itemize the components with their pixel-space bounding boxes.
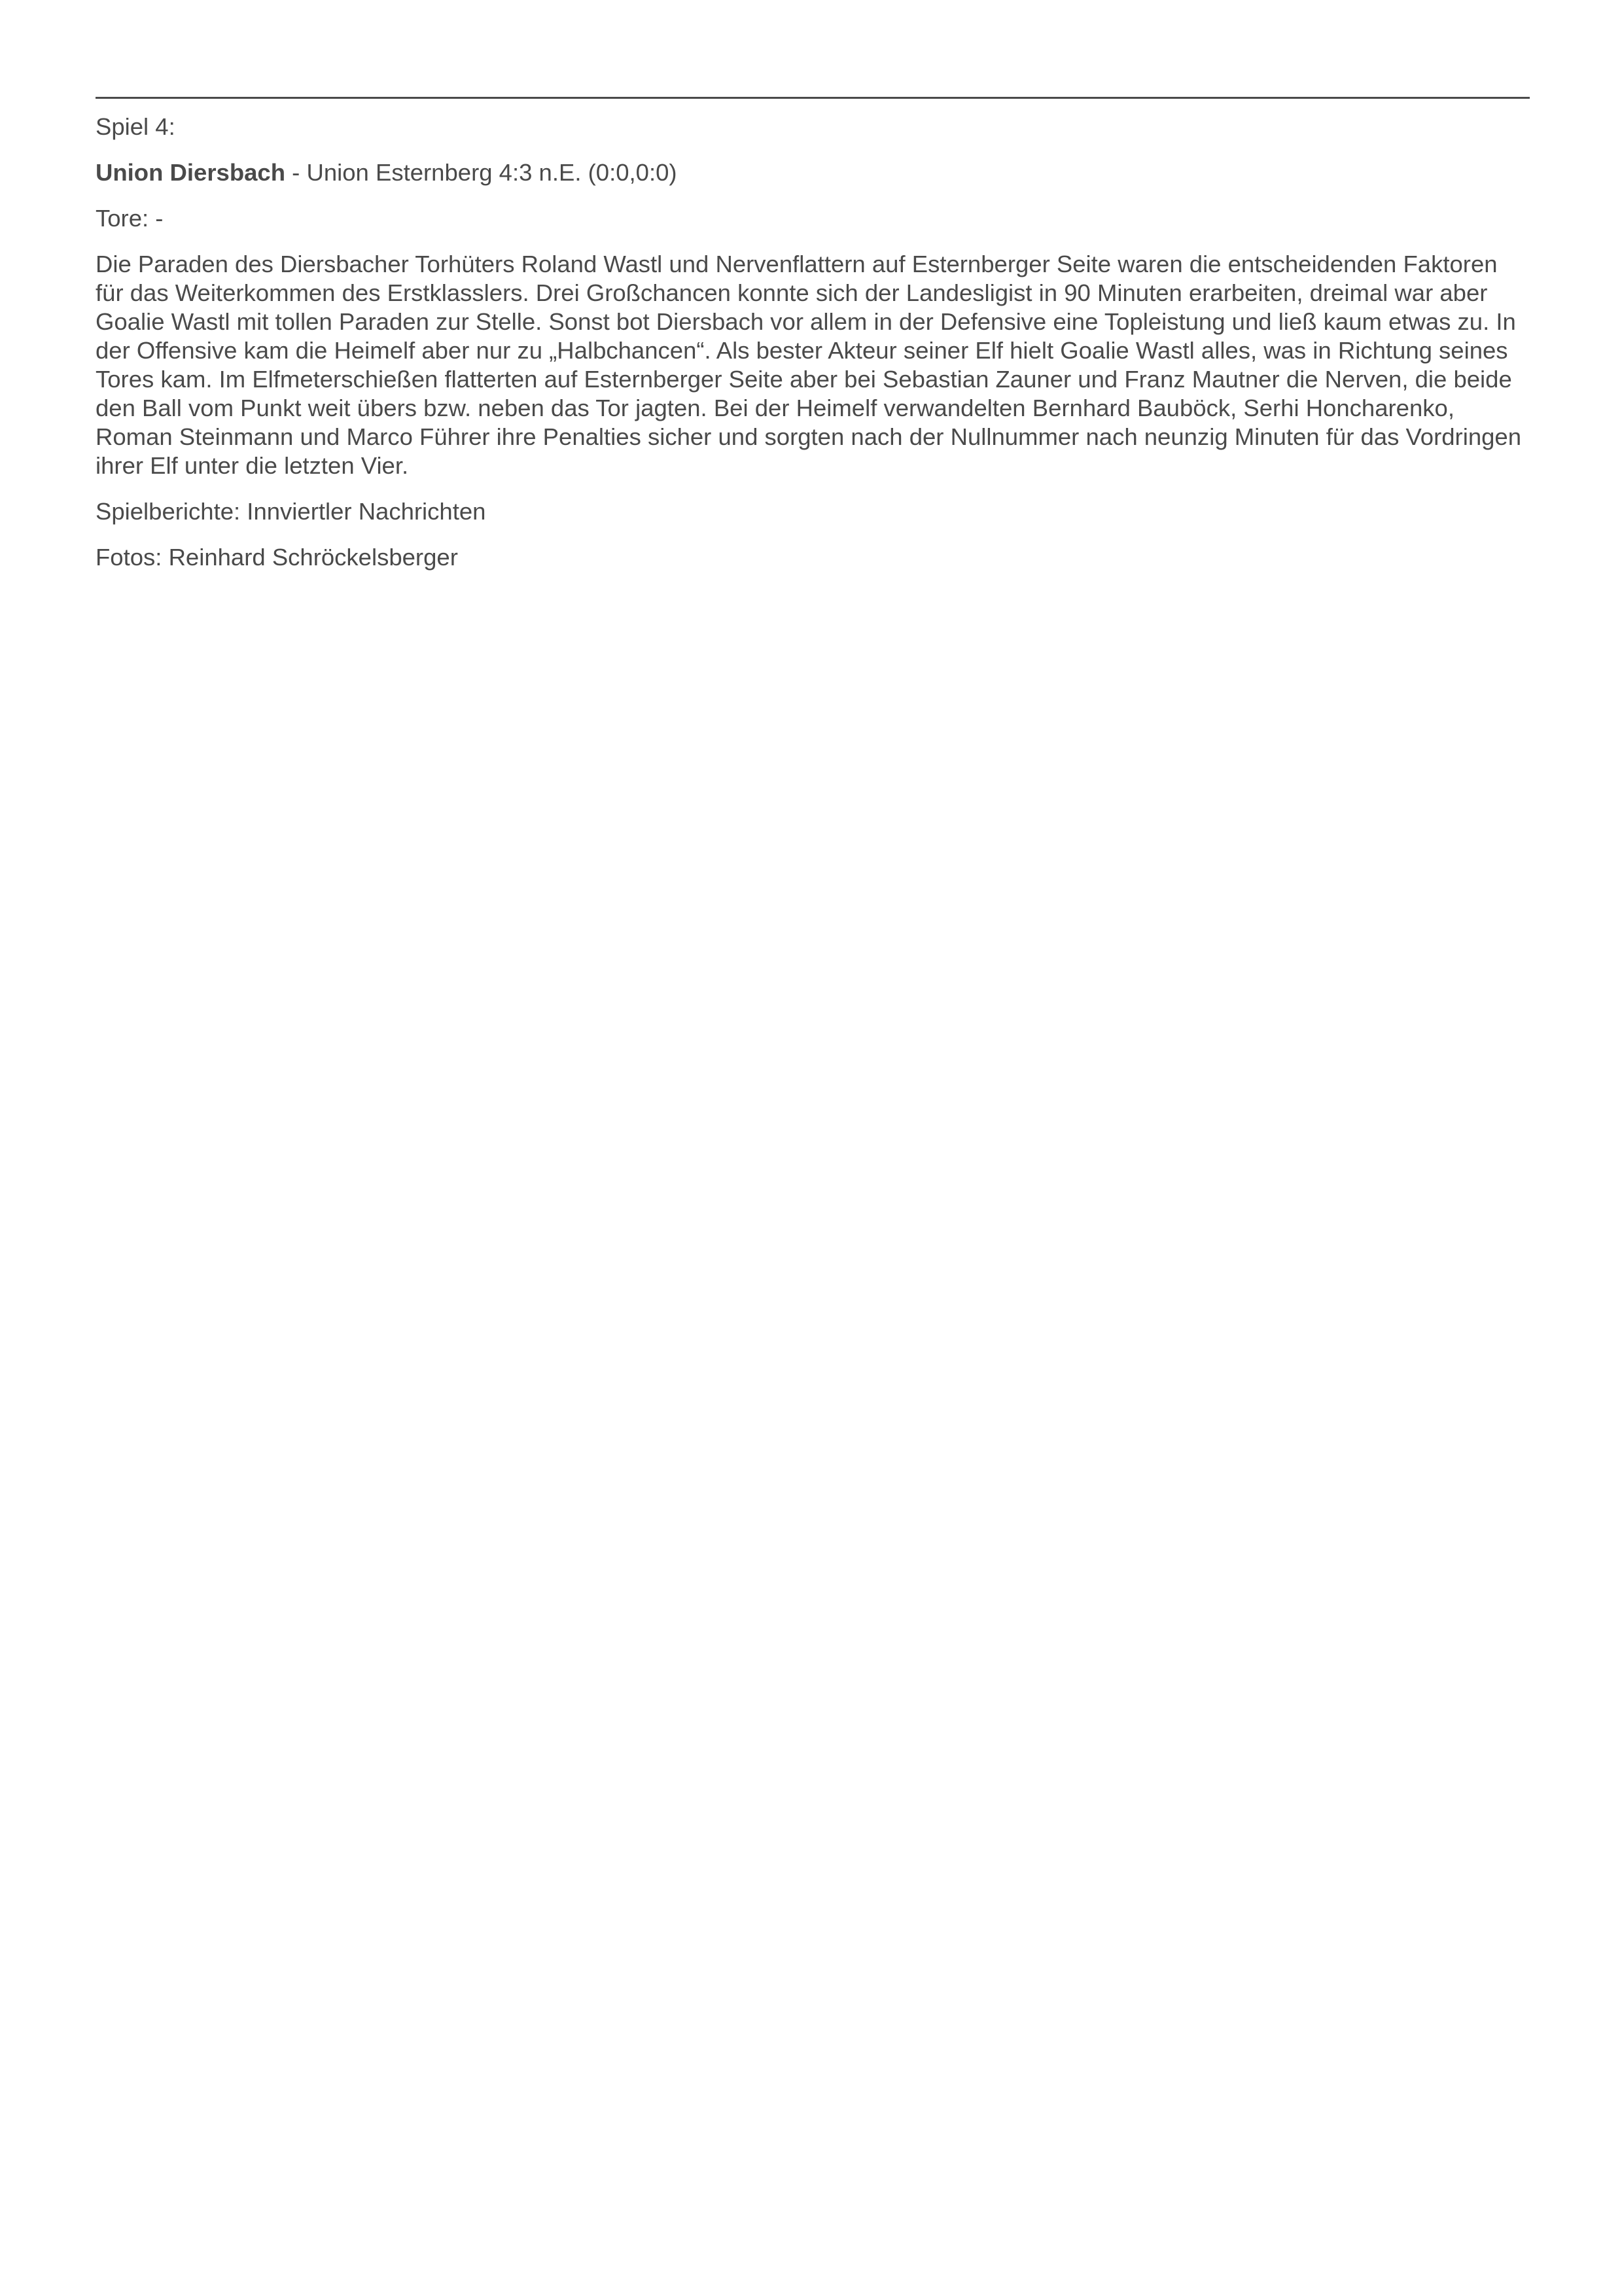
horizontal-divider	[96, 97, 1530, 99]
home-team-name: Union Diersbach	[96, 159, 286, 186]
game-result	[96, 158, 1530, 187]
game-label: Spiel 4:	[96, 113, 175, 140]
reports-credit: Spielberichte: Innviertler Nachrichten	[96, 498, 486, 525]
match-report: Die Paraden des Diersbacher Torhüters Roland Wastl und Nervenflattern auf Esternberger Seite waren die entscheidenden Faktoren für das Weiterkommen des Erstklasslers. Drei Großchancen konnte sich der Landesligist in 90 Minuten erarbeiten, dreimal war aber Goalie Wastl mit tollen Paraden zur Stelle. Sonst bot Diersbach vor allem in der Defensive eine Topleistung und ließ kaum etwas zu. In der Offensive kam die Heimelf aber nur zu „Halbchancen“. Als bester Akteur seiner Elf hielt Goalie Wastl alles, was in Richtung seines Tores kam. Im Elfmeterschießen flatterten auf Esternberger Seite aber bei Sebastian Zauner und Franz Mautner die Nerven, die beide den Ball vom Punkt weit übers bzw. neben das Tor jagten. Bei der Heimelf verwandelten Bernhard Bauböck, Serhi Honcharenko, Roman Steinmann und Marco Führer ihre Penalties sicher und sorgten nach der Nullnummer nach neunzig Minuten für das Vordringen ihrer Elf unter die letzten Vier.	[96, 251, 1522, 479]
goals-line: Tore: -	[96, 205, 164, 232]
article-content	[96, 113, 1530, 589]
photos-credit: Fotos: Reinhard Schröckelsberger	[96, 544, 458, 571]
result-text: - Union Esternberg 4:3 n.E. (0:0,0:0)	[285, 159, 677, 186]
